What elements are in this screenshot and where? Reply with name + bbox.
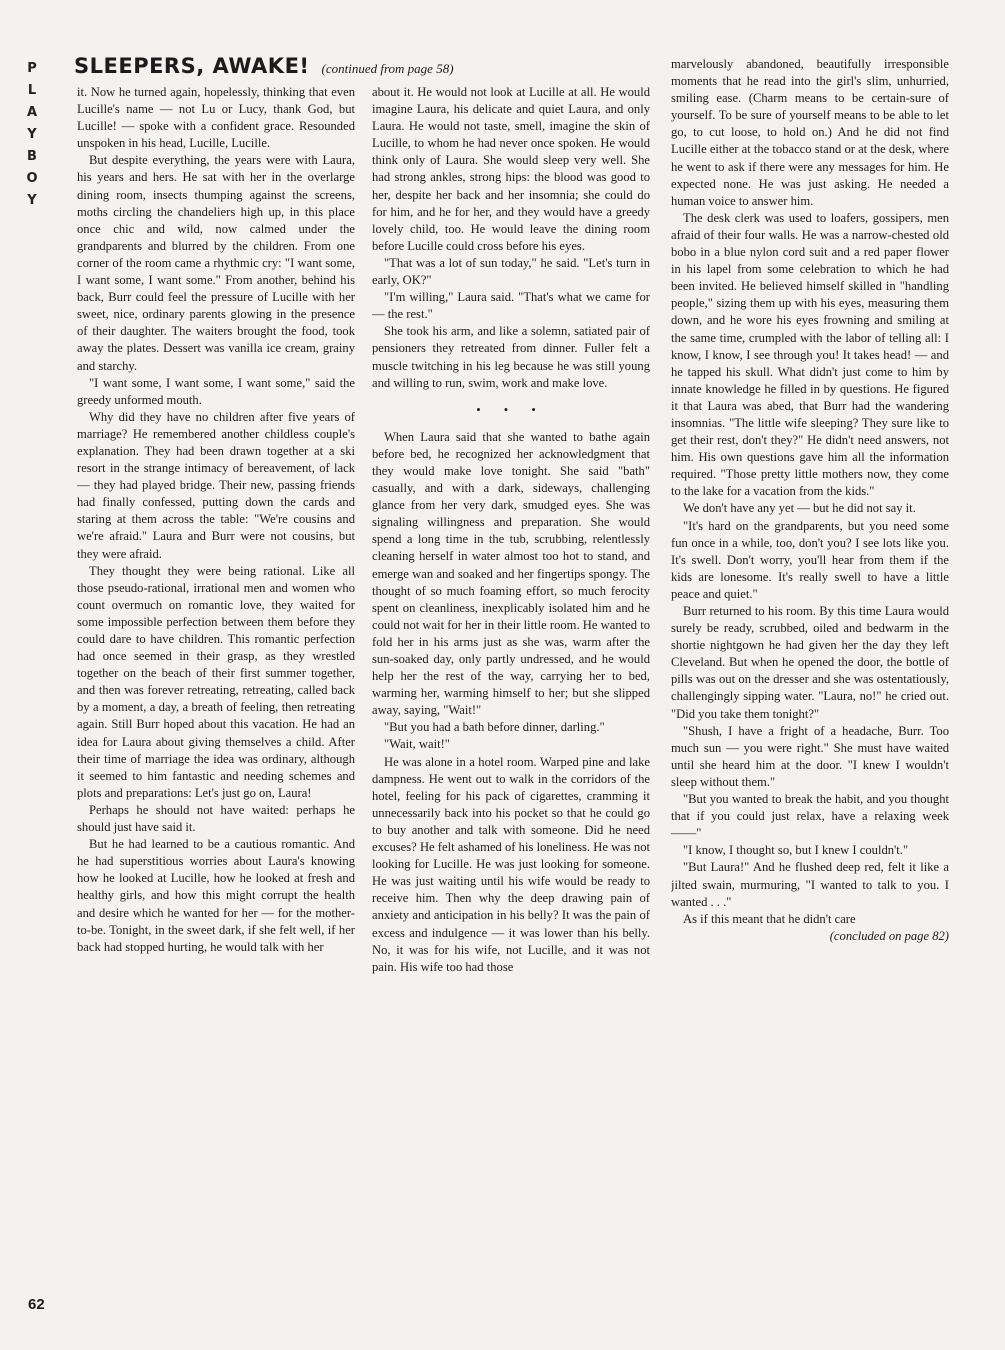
- paragraph: marvelously abandoned, beautifully irresponsible moments that he read into the girl's slim, unhurried, smiling ease. (Charm means to be certain-sure of yourself. To be sure of yourself means to be able to let go, to cut loose, to hold on.) And he did not find Lucille either at the tobacco stand or at the desk, where he went to ask if there were any messages for him. He expected none. He was just asking. He needed a human voice to answer him.: [671, 57, 949, 208]
- paragraph: "I know, I thought so, but I knew I couldn't.": [683, 843, 909, 858]
- paragraph: "That was a lot of sun today," he said. "Let's turn in early, OK?": [372, 255, 650, 288]
- paragraph: Perhaps he should not have waited: perhaps he should just have said it.: [77, 802, 355, 835]
- paragraph: "I'm willing," Laura said. "That's what we came for — the rest.": [372, 290, 650, 322]
- paragraph: Burr returned to his room. By this time Laura would surely be ready, scrubbed, oiled and bedwarm in the shortie nightgown he had given her the day they left Cleveland. But when he opened the door, the bottle of pills was out on the dresser and she was ostentatiously, challengingly sipping water. "Laura, no!" he cried out. "Did you take them tonight?": [671, 604, 949, 721]
- text-column-1: [77, 84, 355, 1316]
- article-title: SLEEPERS, AWAKE!: [74, 54, 310, 78]
- text-column-3: [671, 56, 949, 1316]
- paragraph: But despite everything, the years were with Laura, his years and hers. He sat with her in the overlarge dining room, insects thumping against the screens, moths circling the chandeliers high up, in this place once chic and wild, now calmed under the grandparents and blurred by the children. From one corner of the room came a rhythmic cry: "I want some, I want some, I want some." From another, behind his back, Burr could feel the pressure of Lucille with her sweet, nice, ordinary parents glowing in the presence of their daughter. The waiters brought the food, took away the plates. Dessert was vanilla ice cream, grainy and starchy.: [77, 153, 355, 373]
- paragraph: But he had learned to be a cautious romantic. And he had superstitious worries about Laura's knowing how he looked at Lucille, how he looked at fresh and healthy girls, and how this might corrupt the health and desire which he wanted for her — for the mother-to-be. Tonight, in the sweet dark, if she felt well, if her back had stopped hurting, he would talk with her: [77, 837, 355, 954]
- paragraph: about it. He would not look at Lucille at all. He would imagine Laura, his delicate and quiet Laura, and only Laura. He would not taste, smell, imagine the skin of Lucille, to whom he had never once spoken. He would think only of Laura. She would sleep very well. She had strong ankles, strong hips: the blood was good to her, despite her back and her insomnia; she could do for him, and he for her, and they would have a greedy lovely child, too. He would leave the dining room before Lucille could cross before his eyes.: [372, 85, 650, 253]
- paragraph: She took his arm, and like a solemn, satiated pair of pensioners they retreated from dinner. Fuller felt a muscle twitching in his leg because he was still young and willing to run, swim, work and make love.: [372, 324, 650, 390]
- paragraph: Why did they have no children after five years of marriage? He remembered another childless couple's explanation. They had been drawn together at a ski resort in the strange intimacy of bereavement, of lack — they had played bridge. Their new, passing friends had finally confessed, putting down the cards and staring at them across the table: "We're cousins and we're afraid." Laura and Burr were not cousins, but they were afraid.: [77, 409, 355, 561]
- side-label-letter: P: [27, 61, 37, 76]
- paragraph: "Shush, I have a fright of a headache, Burr. Too much sun — you were right." She must have waited until she heard him at the door. "I knew I wouldn't sleep without them.": [671, 723, 949, 789]
- side-label-letter: Y: [27, 193, 37, 208]
- paragraph: He was alone in a hotel room. Warped pine and lake dampness. He went out to walk in the corridors of the hotel, feeling for his pack of cigarettes, cramming it unnecessarily back into his pocket so that he could go to buy another and talk with someone. Did he need excuses? He felt ashamed of his loneliness. He was not looking for Lucille. He was just looking for someone. He was just waiting until his wife would be ready to receive him. Then why the deep drawing pain of anxiety and anticipation in his belly? It was the pain of excess and indulgence — it was lower than his belly. No, it was for his wife, not Lucille, and it was not pain. His wife too had those: [372, 754, 650, 974]
- paragraph: "I want some, I want some, I want some," said the greedy unformed mouth.: [77, 375, 355, 407]
- paragraph: The desk clerk was used to loafers, gossipers, men afraid of their four walls. He was a narrow-chested old bobo in a blue nylon cord suit and a red paper flower in his lapel from some celebration to which he had been invited. He believed himself skilled in "handling people," sizing them up with his eyes, measuring them down, and he wore his eyes frowning and smiling at the same time, crumpled with the labor of telling all: I know, I know, I see through you! It takes head! — and he tapped his skull. What didn't just come to him by innate knowledge he filled in by questions. He figured it that Laura was abed, that Burr had the wandering insomnias. "The little wife sleeping? They sure like to get their rest, don't they?" He didn't need answers, not him. His own questions gave him all the information required. "Those pretty little mothers now, they come to the lake for a vacation from the kids.": [671, 210, 949, 499]
- side-label-letter: A: [26, 105, 38, 120]
- side-label-letter: O: [26, 171, 38, 186]
- paragraph: When Laura said that she wanted to bathe again before bed, he recognized her acknowledgment that they would make love tonight. She said "bath" casually, and with a dark, sideways, challenging glance from her very dark, smudged eyes. She was signaling willingness and preparation. She would spend a long time in the tub, scrubbing, relentlessly cleaning herself in water almost too hot to stand, and emerge wan and soaked and her fingertips spongy. The thought of so much foaming effort, so much ferocity spent on cleanliness, inexplicably isolated him and he could not wait for her in their little room. He wanted to fold her in his arms just as she was, warm after the sun-soaked day, only partly undressed, and he would help her the rest of the way, carrying her to bed, warming her, warming himself to her; but she slipped away, saying, "Wait!": [372, 429, 650, 718]
- side-label-letter: Y: [27, 127, 37, 142]
- section-break: • • •: [476, 402, 546, 417]
- concluded-note: (concluded on page 82): [829, 928, 949, 943]
- side-label-letter: B: [27, 149, 37, 164]
- paragraph: They thought they were being rational. Like all those pseudo-rational, irrational men and women who count overmuch on romantic love, they waited for some impossible perfection between them before they could dare to have children. This romantic perfection had once seemed in their grasp, as they wrestled together on the beach of their first summer together, and then was forever retreating, retreating, called back by a moment, a day, a breath of feeling, then retreating again. Still Burr hoped about this vacation. He had an idea for Laura about giving themselves a child. After their time of marriage the idea was ordinary, although it seemed to him fantastic and needing schemes and plots and preparations: Let's just go on, Laura!: [77, 563, 355, 800]
- paragraph: it. Now he turned again, hopelessly, thinking that even Lucille's name — not Lu or Lucy, thank God, but Lucille! — spoke with a confident grace. Resounded unspoken in his head, Lucille, Lucille.: [77, 85, 355, 151]
- page-number: 62: [28, 1296, 45, 1313]
- paragraph: "Wait, wait!": [384, 737, 450, 752]
- paragraph: "But Laura!" And he flushed deep red, felt it like a jilted swain, murmuring, "I wanted to talk to you. I wanted . . .": [671, 860, 949, 909]
- continuation-note: (continued from page 58): [321, 61, 454, 76]
- side-label-letter: L: [27, 83, 37, 98]
- article-header: [74, 54, 674, 78]
- paragraph: "It's hard on the grandparents, but you need some fun once in a while, too, don't you? I see lots like you. It's swell. Don't worry, you'll hear from them if the kids are lonesome. It's really swell to have a little peace and quiet.": [671, 518, 949, 601]
- paragraph: "But you had a bath before dinner, darling.": [384, 720, 605, 735]
- text-column-2: [372, 84, 650, 1316]
- magazine-side-label: [22, 58, 42, 212]
- paragraph: As if this meant that he didn't care: [683, 911, 856, 926]
- paragraph: We don't have any yet — but he did not say it.: [683, 501, 916, 516]
- paragraph: "But you wanted to break the habit, and you thought that if you could just relax, have a relaxing week ——": [671, 792, 949, 841]
